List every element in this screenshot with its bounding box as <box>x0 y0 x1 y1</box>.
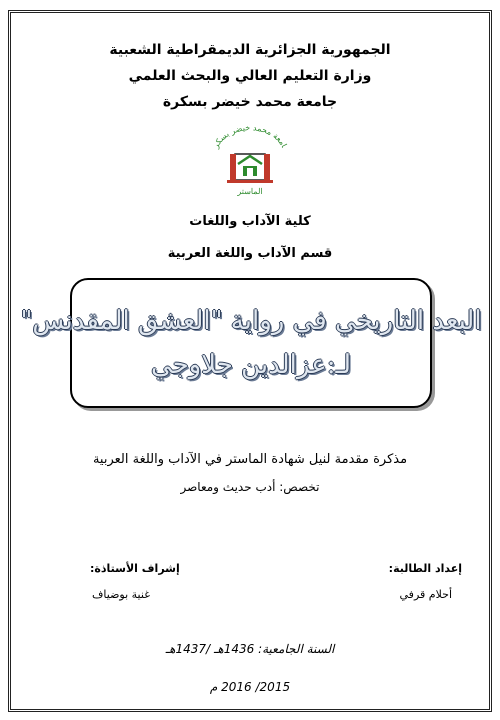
thesis-title-box <box>20 278 482 408</box>
thesis-title: البعد التاريخي في رواية "العشق المقدنس" <box>20 306 482 336</box>
department-name: قسم الآداب واللغة العربية <box>167 246 333 261</box>
thesis-author: لـ:عزالدين جلاوجي <box>150 350 352 380</box>
ministry-name: وزارة التعليم العالي والبحث العلمي <box>128 68 372 84</box>
supervisor-name: غنية بوضياف <box>92 588 150 601</box>
student-name: أحلام قرفي <box>399 588 452 601</box>
university-name: جامعة محمد خيضر بسكرة <box>162 94 338 110</box>
specialization: تخصص: أدب حديث ومعاصر <box>180 480 320 494</box>
svg-text:جامعة محمد خيضر بسكرة: امعة محمد خيضر بسكر <box>211 123 289 150</box>
svg-text:الماستر: الماستر <box>237 187 263 196</box>
prepared-by-label: إعداد الطالبة: <box>388 562 462 575</box>
republic-name: الجمهورية الجزائرية الديمقراطية الشعبية <box>109 42 391 58</box>
academic-year: السنة الجامعية: 1436هـ /1437هـ <box>165 642 335 656</box>
faculty-name: كلية الآداب واللغات <box>189 214 311 229</box>
gregorian-year: 2015/ 2016 م <box>209 680 291 694</box>
memo-statement: مذكرة مقدمة لنيل شهادة الماستر في الآداب واللغة العربية <box>92 452 408 467</box>
logo-icon <box>205 120 295 200</box>
university-logo <box>205 120 295 200</box>
supervised-by-label: إشراف الأستاذة: <box>90 562 180 575</box>
